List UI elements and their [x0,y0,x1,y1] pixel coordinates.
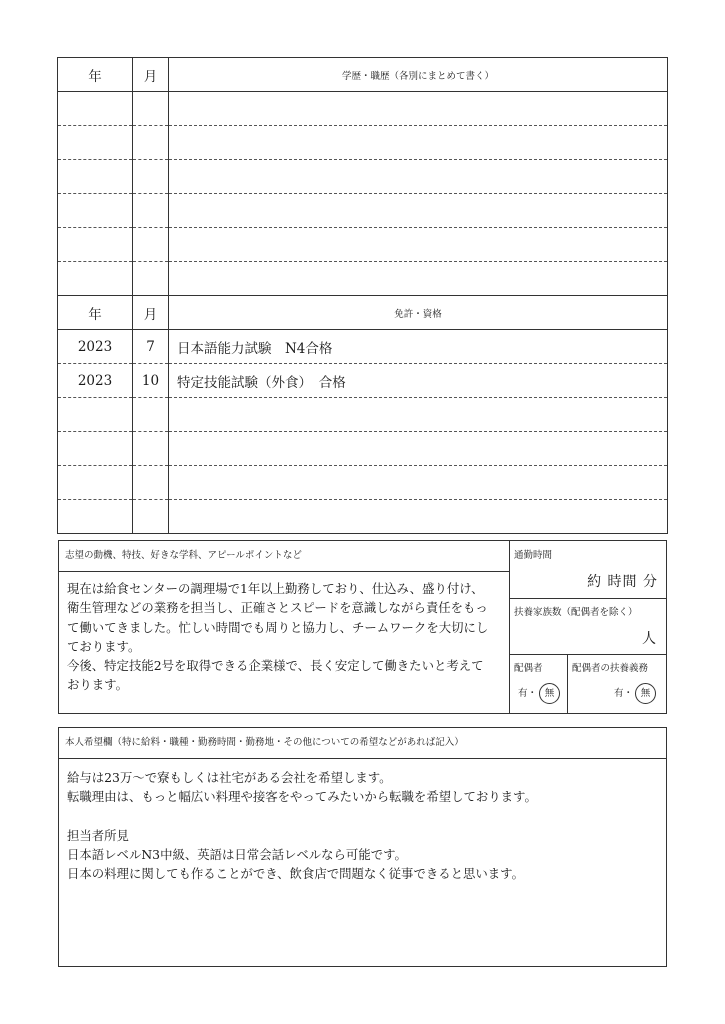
commute-value[interactable]: 約 時間 分 [587,574,658,590]
license-month-cell[interactable] [133,500,169,534]
history-row [58,228,667,262]
commute-box [509,541,666,599]
history-year-cell[interactable] [58,92,133,126]
history-row [58,92,667,126]
spouse-support-choice[interactable] [614,683,656,704]
history-year-cell[interactable] [58,228,133,262]
license-row [58,466,667,500]
history-year-cell[interactable] [58,194,133,228]
history-year-cell[interactable] [58,262,133,296]
spouse-support-label: 配偶者の扶養義務 [572,663,649,674]
license-year-cell[interactable]: 2023 [58,364,133,398]
history-row [58,126,667,160]
personal-info-panel [509,541,666,713]
license-header-row [58,296,667,330]
motivation-title: 志望の動機、特技、好きな学科、アピールポイントなど [59,541,509,572]
license-row [58,398,667,432]
history-text-cell[interactable] [169,92,668,126]
license-month-header: 月 [133,296,169,330]
license-year-cell[interactable] [58,432,133,466]
history-text-cell[interactable] [169,160,668,194]
spouse-support-no-option-circled[interactable]: 無 [635,683,656,704]
history-year-cell[interactable] [58,126,133,160]
motivation-section [58,540,667,714]
license-year-header: 年 [58,296,133,330]
history-month-cell[interactable] [133,160,169,194]
license-year-cell[interactable] [58,500,133,534]
license-row [58,500,667,534]
license-row [58,330,667,364]
license-year-cell[interactable] [58,398,133,432]
spouse-box [509,654,568,713]
history-license-table [58,58,667,533]
history-row [58,194,667,228]
license-text-cell[interactable] [169,500,668,534]
history-text-cell[interactable] [169,194,668,228]
history-title: 学歴・職歴（各別にまとめて書く） [169,58,668,92]
license-text-cell[interactable] [169,466,668,500]
history-row [58,160,667,194]
license-month-cell[interactable]: 7 [133,330,169,364]
history-month-cell[interactable] [133,228,169,262]
license-text-cell[interactable]: 特定技能試験（外食） 合格 [169,364,668,398]
history-header-row [58,58,667,92]
spouse-label: 配偶者 [514,663,543,674]
license-year-cell[interactable] [58,466,133,500]
license-text-cell[interactable] [169,432,668,466]
wishes-body[interactable]: 給与は23万～で寮もしくは社宅がある会社を希望します。 転職理由は、もっと幅広い料理や接客をやってみたいから転職を希望しております。 担当者所見 日本語レベルN3中級、英語は日常会話レベルなら可能です。 日本の料理に関しても作ることができ、飲食店で問題なく従事できると思います。 [67,770,537,882]
motivation-panel [59,541,510,713]
dependents-label: 扶養家族数（配偶者を除く） [514,607,638,618]
history-row [58,262,667,296]
spouse-choice[interactable] [518,683,560,704]
dependents-box [509,598,666,655]
license-year-cell[interactable]: 2023 [58,330,133,364]
history-month-cell[interactable] [133,92,169,126]
history-text-cell[interactable] [169,126,668,160]
history-year-header: 年 [58,58,133,92]
license-month-cell[interactable] [133,466,169,500]
dependents-value[interactable]: 人 [642,631,656,647]
license-month-cell[interactable] [133,432,169,466]
license-month-cell[interactable]: 10 [133,364,169,398]
history-month-header: 月 [133,58,169,92]
history-year-cell[interactable] [58,160,133,194]
license-text-cell[interactable]: 日本語能力試験 N4合格 [169,330,668,364]
commute-label: 通勤時間 [514,550,553,561]
history-text-cell[interactable] [169,228,668,262]
spouse-support-box [567,654,666,713]
history-month-cell[interactable] [133,262,169,296]
wishes-title: 本人希望欄（特に給料・職種・勤務時間・勤務地・その他についての希望などがあれば記入） [59,728,666,759]
license-month-cell[interactable] [133,398,169,432]
license-text-cell[interactable] [169,398,668,432]
license-row [58,432,667,466]
history-month-cell[interactable] [133,194,169,228]
wishes-section [58,727,667,967]
history-month-cell[interactable] [133,126,169,160]
spouse-no-option-circled[interactable]: 無 [539,683,560,704]
history-text-cell[interactable] [169,262,668,296]
license-title: 免許・資格 [169,296,668,330]
spouse-yes-option[interactable]: 有・ [518,688,538,699]
motivation-body[interactable]: 現在は給食センターの調理場で1年以上勤務しており、仕込み、盛り付け、 衛生管理などの業務を担当し、正確さとスピードを意識しながら責任をもっ て働いてきました。忙しい時間でも周りと協力し、チームワークを大切にし ております。 今後、特定技能2号を取得できる企業様で、長く安定して働きたいと考えて おります。 [67,581,489,693]
license-row [58,364,667,398]
spouse-support-yes-option[interactable]: 有・ [613,688,633,699]
